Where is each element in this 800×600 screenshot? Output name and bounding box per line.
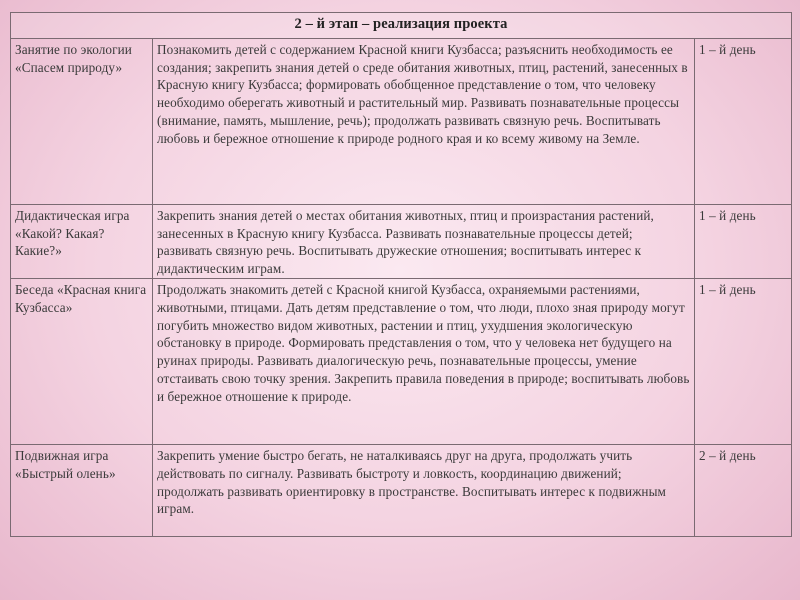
day-cell: 1 – й день xyxy=(695,278,792,444)
table-row xyxy=(11,278,792,444)
day-cell: 1 – й день xyxy=(695,38,792,204)
activity-cell: Беседа «Красная книга Кузбасса» xyxy=(11,278,153,444)
goals-cell: Познакомить детей с содержанием Красной книги Кузбасса; разъяснить необходимость ее создания; закрепить знания детей о среде обитания животных, птиц, растений, занесенных в Красную книгу Кузбасса; формировать обобщенное представление о том, что человеку необходимо оберегать животный и растительный мир. Развивать познавательные процессы (внимание, память, мышление, речь); продолжать развивать связную речь. Воспитывать любовь и бережное отношение к природе родного края и ко всему живому на Земле. xyxy=(153,38,695,204)
day-cell: 1 – й день xyxy=(695,204,792,278)
goals-cell: Продолжать знакомить детей с Красной книгой Кузбасса, охраняемыми растениями, животными, птицами. Дать детям представление о том, что люди, плохо зная природу могут погубить множество видом животных, растении и птиц, ухудшения экологическую обстановку в природе. Формировать представления о том, что у человека нет будущего на руинах природы. Развивать диалогическую речь, познавательные процессы, умение отстаивать свою точку зрения. Закрепить правила поведения в природе; воспитывать любовь и бережное отношение к природе. xyxy=(153,278,695,444)
table-row xyxy=(11,444,792,536)
goals-cell: Закрепить умение быстро бегать, не наталкиваясь друг на друга, продолжать учить действовать по сигналу. Развивать быстроту и ловкость, координацию движений; продолжать развивать ориентировку в пространстве. Воспитывать интерес к подвижным играм. xyxy=(153,444,695,536)
day-cell: 2 – й день xyxy=(695,444,792,536)
project-stage-table xyxy=(10,12,792,537)
activity-cell: Дидактическая игра «Какой? Какая? Какие?» xyxy=(11,204,153,278)
table-header-row xyxy=(11,13,792,39)
table-row xyxy=(11,38,792,204)
goals-cell: Закрепить знания детей о местах обитания животных, птиц и произрастания растений, занесенных в Красную книгу Кузбасса. Развивать познавательные процессы детей; развивать связную речь. Воспитывать дружеские отношения; воспитывать интерес к дидактическим играм. xyxy=(153,204,695,278)
activity-cell: Занятие по экологии «Спасем природу» xyxy=(11,38,153,204)
project-stage-slide xyxy=(10,12,790,537)
activity-cell: Подвижная игра «Быстрый олень» xyxy=(11,444,153,536)
table-row xyxy=(11,204,792,278)
table-title: 2 – й этап – реализация проекта xyxy=(11,13,792,39)
